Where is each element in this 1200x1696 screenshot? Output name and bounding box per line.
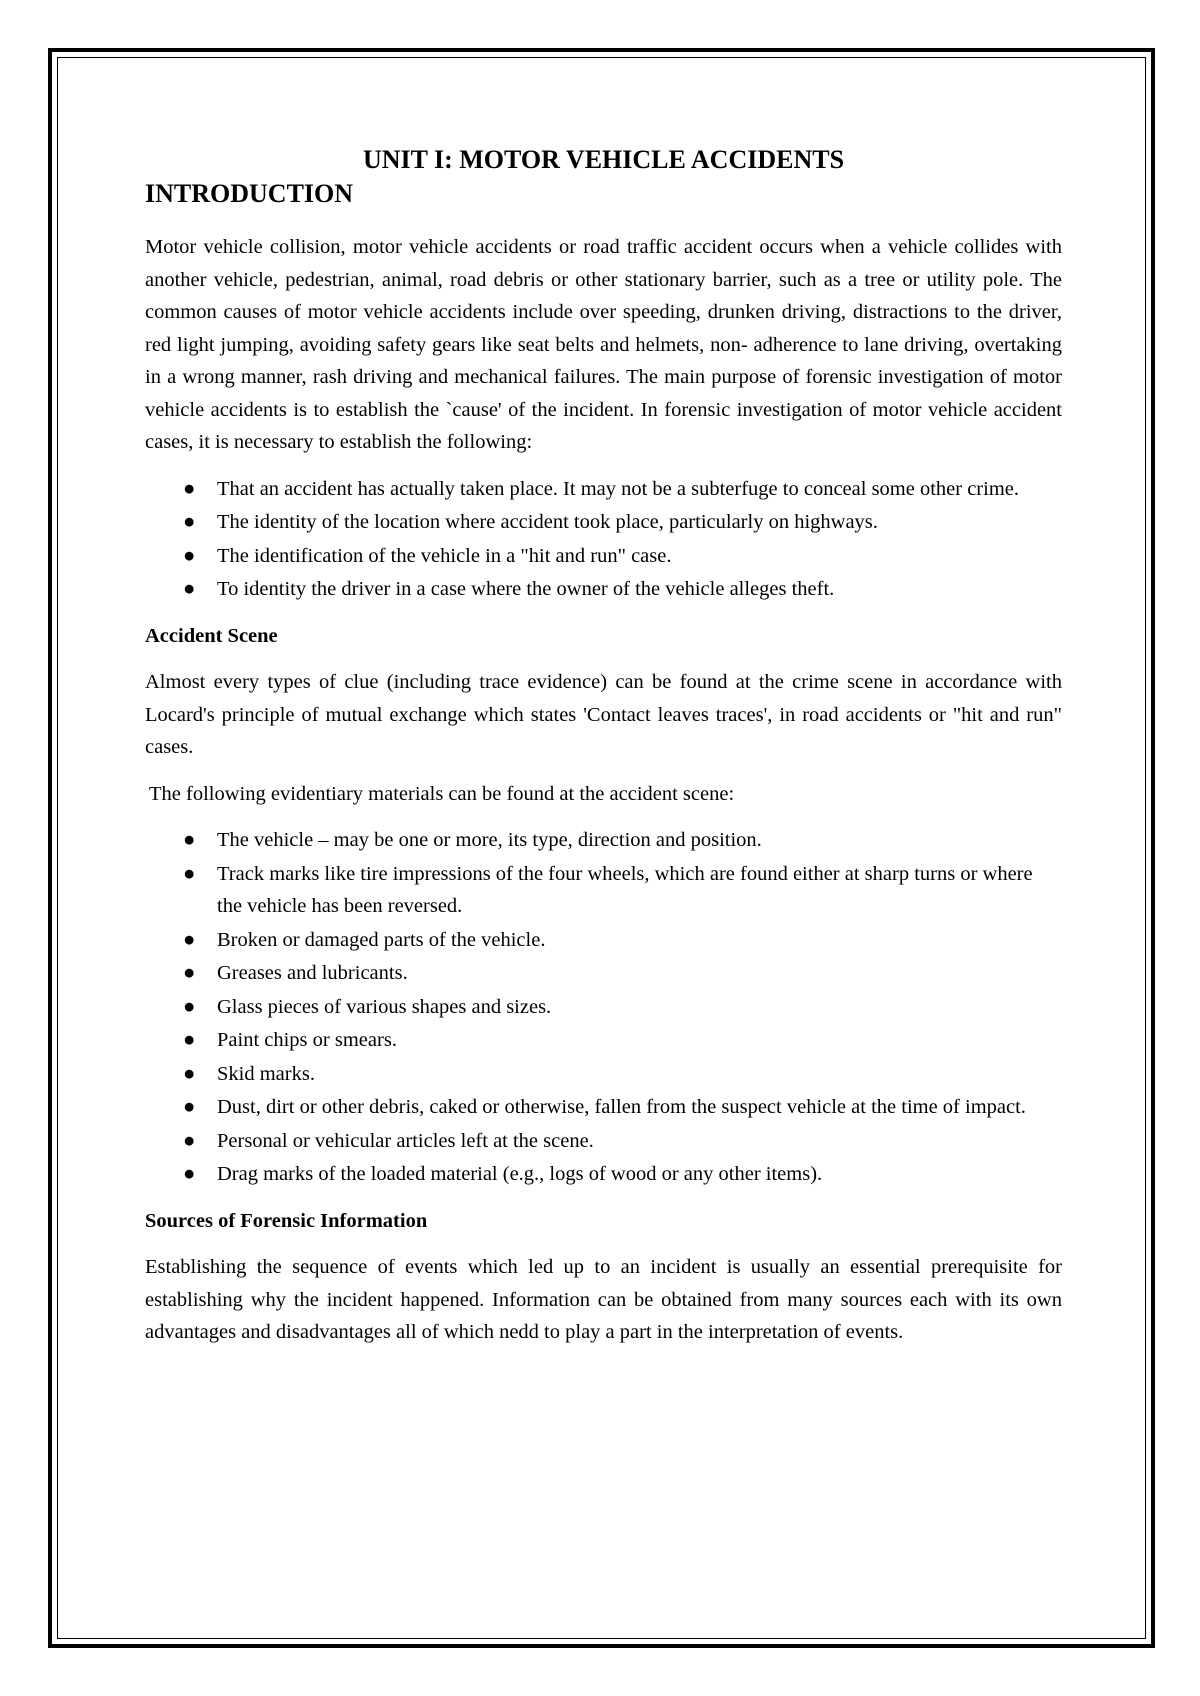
bullet-icon: ● [183,1062,196,1085]
bullet-icon: ● [183,862,196,885]
list-item: ● The vehicle – may be one or more, its type, direction and position. [217,824,1062,857]
list-item: ● Paint chips or smears. [217,1024,1062,1057]
accident-scene-paragraph: Almost every types of clue (including trace evidence) can be found at the crime scene in accordance with Locard's principle of mutual exchange which states 'Contact leaves traces', in road accidents or "hit and run" cases. [145,671,1062,758]
bullet-icon: ● [183,829,196,851]
document-body [145,143,1062,1349]
list-item: ● Drag marks of the loaded material (e.g., logs of wood or any other items). [217,1158,1062,1191]
bullet-icon: ● [183,1163,196,1185]
list-item: ● Dust, dirt or other debris, caked or otherwise, fallen from the suspect vehicle at the time of impact. [217,1091,1062,1124]
bullet-icon: ● [183,578,196,600]
intro-paragraph: Motor vehicle collision, motor vehicle accidents or road traffic accident occurs when a vehicle collides with another vehicle, pedestrian, animal, road debris or other stationary barrier, such as a tree or utility pole. The common causes of motor vehicle accidents include over speeding, drunken driving, distractions to the driver, red light jumping, avoiding safety gears like seat belts and helmets, non- adherence to lane driving, overtaking in a wrong manner, rash driving and mechanical failures. The main purpose of forensic investigation of motor vehicle accidents is to establish the `cause' of the incident. In forensic investigation of motor vehicle accident cases, it is necessary to establish the following: [145,236,1062,453]
list-item: ● Glass pieces of various shapes and sizes. [217,991,1062,1024]
bullet-icon: ● [183,1029,196,1051]
bullet-icon: ● [183,1096,196,1118]
list-item: ● The identification of the vehicle in a "hit and run" case. [217,540,1062,573]
list-item: ● Personal or vehicular articles left at the scene. [217,1125,1062,1158]
bullet-icon: ● [183,995,196,1018]
list-item: ● Track marks like tire impressions of the four wheels, which are found either at sharp turns or where the vehicle has been reversed. [217,858,1062,923]
bullet-icon: ● [183,477,196,500]
unit-title: UNIT I: MOTOR VEHICLE ACCIDENTS [362,145,845,174]
list-item: ● Greases and lubricants. [217,957,1062,990]
list-item: ● To identity the driver in a case where the owner of the vehicle alleges theft. [217,573,1062,606]
bullet-icon: ● [183,928,196,951]
list-item: ● Broken or damaged parts of the vehicle. [217,924,1062,957]
bullet-icon: ● [183,1129,196,1152]
bullet-icon: ● [183,962,196,984]
evidence-list [145,824,1062,1191]
list-item: ● That an accident has actually taken place. It may not be a subterfuge to conceal some other crime. [217,473,1062,506]
evidence-intro: The following evidentiary materials can be found at the accident scene: [149,782,735,805]
bullet-icon: ● [183,544,196,567]
list-item: ● Skid marks. [217,1058,1062,1091]
sources-paragraph: Establishing the sequence of events which led up to an incident is usually an essential prerequisite for establishing why the incident happened. Information can be obtained from many sources each with its own advantages and disadvantages all of which nedd to play a part in the interpretation of events. [145,1256,1062,1343]
establish-list [145,473,1062,606]
accident-scene-heading: Accident Scene [145,624,278,647]
list-item: ● The identity of the location where accident took place, particularly on highways. [217,506,1062,539]
intro-heading: INTRODUCTION [145,179,354,208]
sources-heading: Sources of Forensic Information [145,1209,428,1232]
bullet-icon: ● [183,511,196,533]
